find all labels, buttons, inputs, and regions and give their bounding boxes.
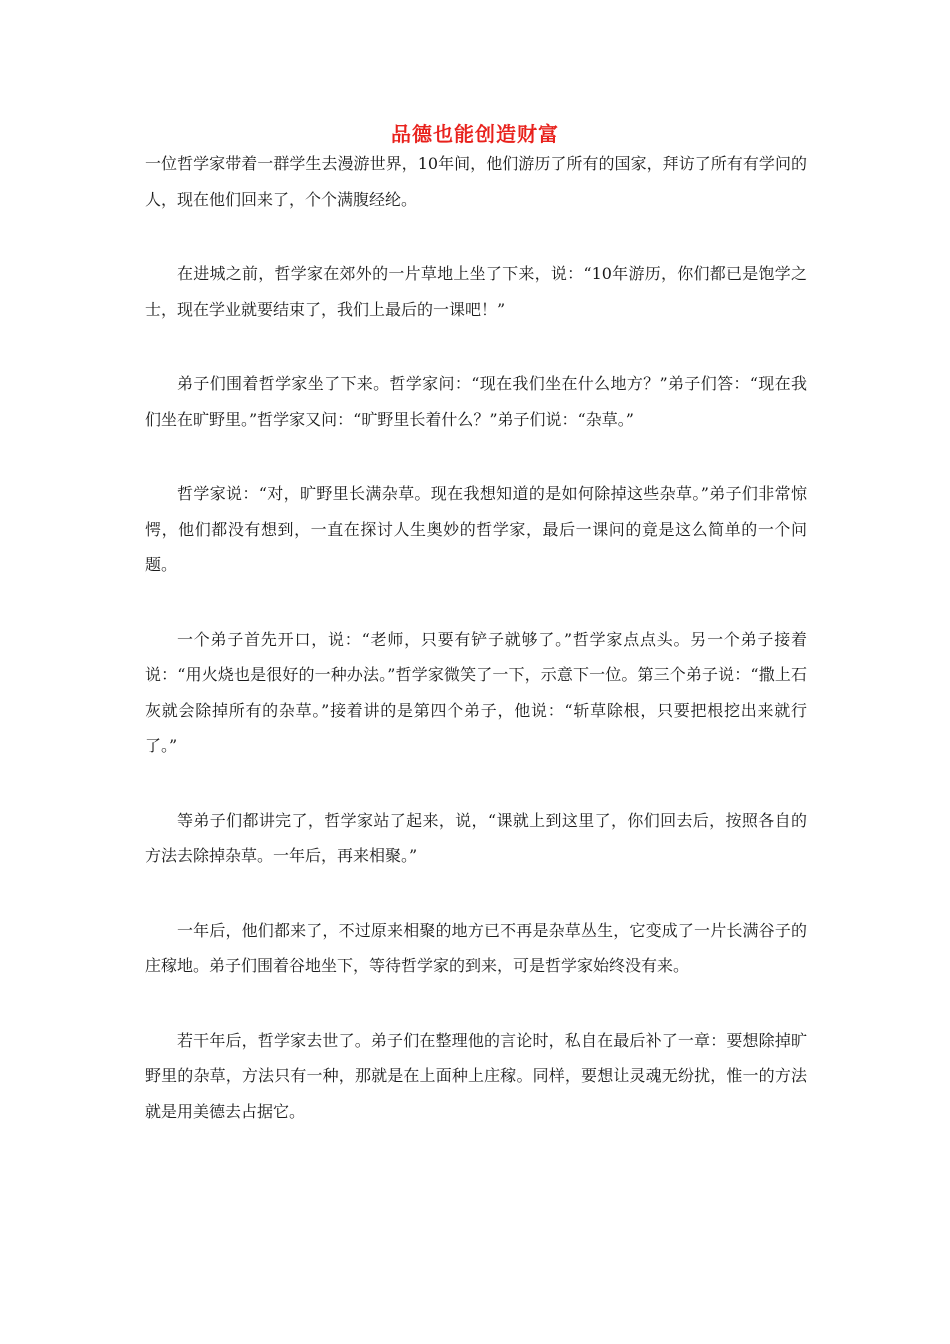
paragraph-5: 一个弟子首先开口，说：“老师，只要有铲子就够了。”哲学家点点头。另一个弟子接着说：“用火烧也是很好的一种办法。”哲学家微笑了一下，示意下一位。第三个弟子说：“撒上石灰就会除掉所有的杂草。”接着讲的是第四个弟子，他说：“斩草除根，只要把根挖出来就行了。” [145, 629, 807, 755]
paragraph-6: 等弟子们都讲完了，哲学家站了起来，说，“课就上到这里了，你们回去后，按照各自的方法去除掉杂草。一年后，再来相聚。” [145, 810, 807, 865]
paragraph-4: 哲学家说：“对，旷野里长满杂草。现在我想知道的是如何除掉这些杂草。”弟子们非常惊愕，他们都没有想到，一直在探讨人生奥妙的哲学家，最后一课问的竟是这么简单的一个问题。 [145, 484, 807, 574]
paragraph-2: 在进城之前，哲学家在郊外的一片草地上坐了下来，说：“10年游历，你们都已是饱学之士，现在学业就要结束了，我们上最后的一课吧！” [145, 264, 807, 319]
document-title: 品德也能创造财富 [391, 122, 559, 146]
paragraph-7: 一年后，他们都来了，不过原来相聚的地方已不再是杂草丛生，它变成了一片长满谷子的庄稼地。弟子们围着谷地坐下，等待哲学家的到来，可是哲学家始终没有来。 [145, 920, 807, 975]
paragraph-8: 若干年后，哲学家去世了。弟子们在整理他的言论时，私自在最后补了一章：要想除掉旷野里的杂草，方法只有一种，那就是在上面种上庄稼。同样，要想让灵魂无纷扰，惟一的方法就是用美德去占据它。 [145, 1030, 807, 1121]
paragraph-3: 弟子们围着哲学家坐了下来。哲学家问：“现在我们坐在什么地方？”弟子们答：“现在我们坐在旷野里。”哲学家又问：“旷野里长着什么？”弟子们说：“杂草。” [145, 374, 807, 429]
paragraph-1: 一位哲学家带着一群学生去漫游世界，10年间，他们游历了所有的国家，拜访了所有有学问的人，现在他们回来了，个个满腹经纶。 [145, 154, 807, 209]
document-body [145, 146, 807, 1168]
